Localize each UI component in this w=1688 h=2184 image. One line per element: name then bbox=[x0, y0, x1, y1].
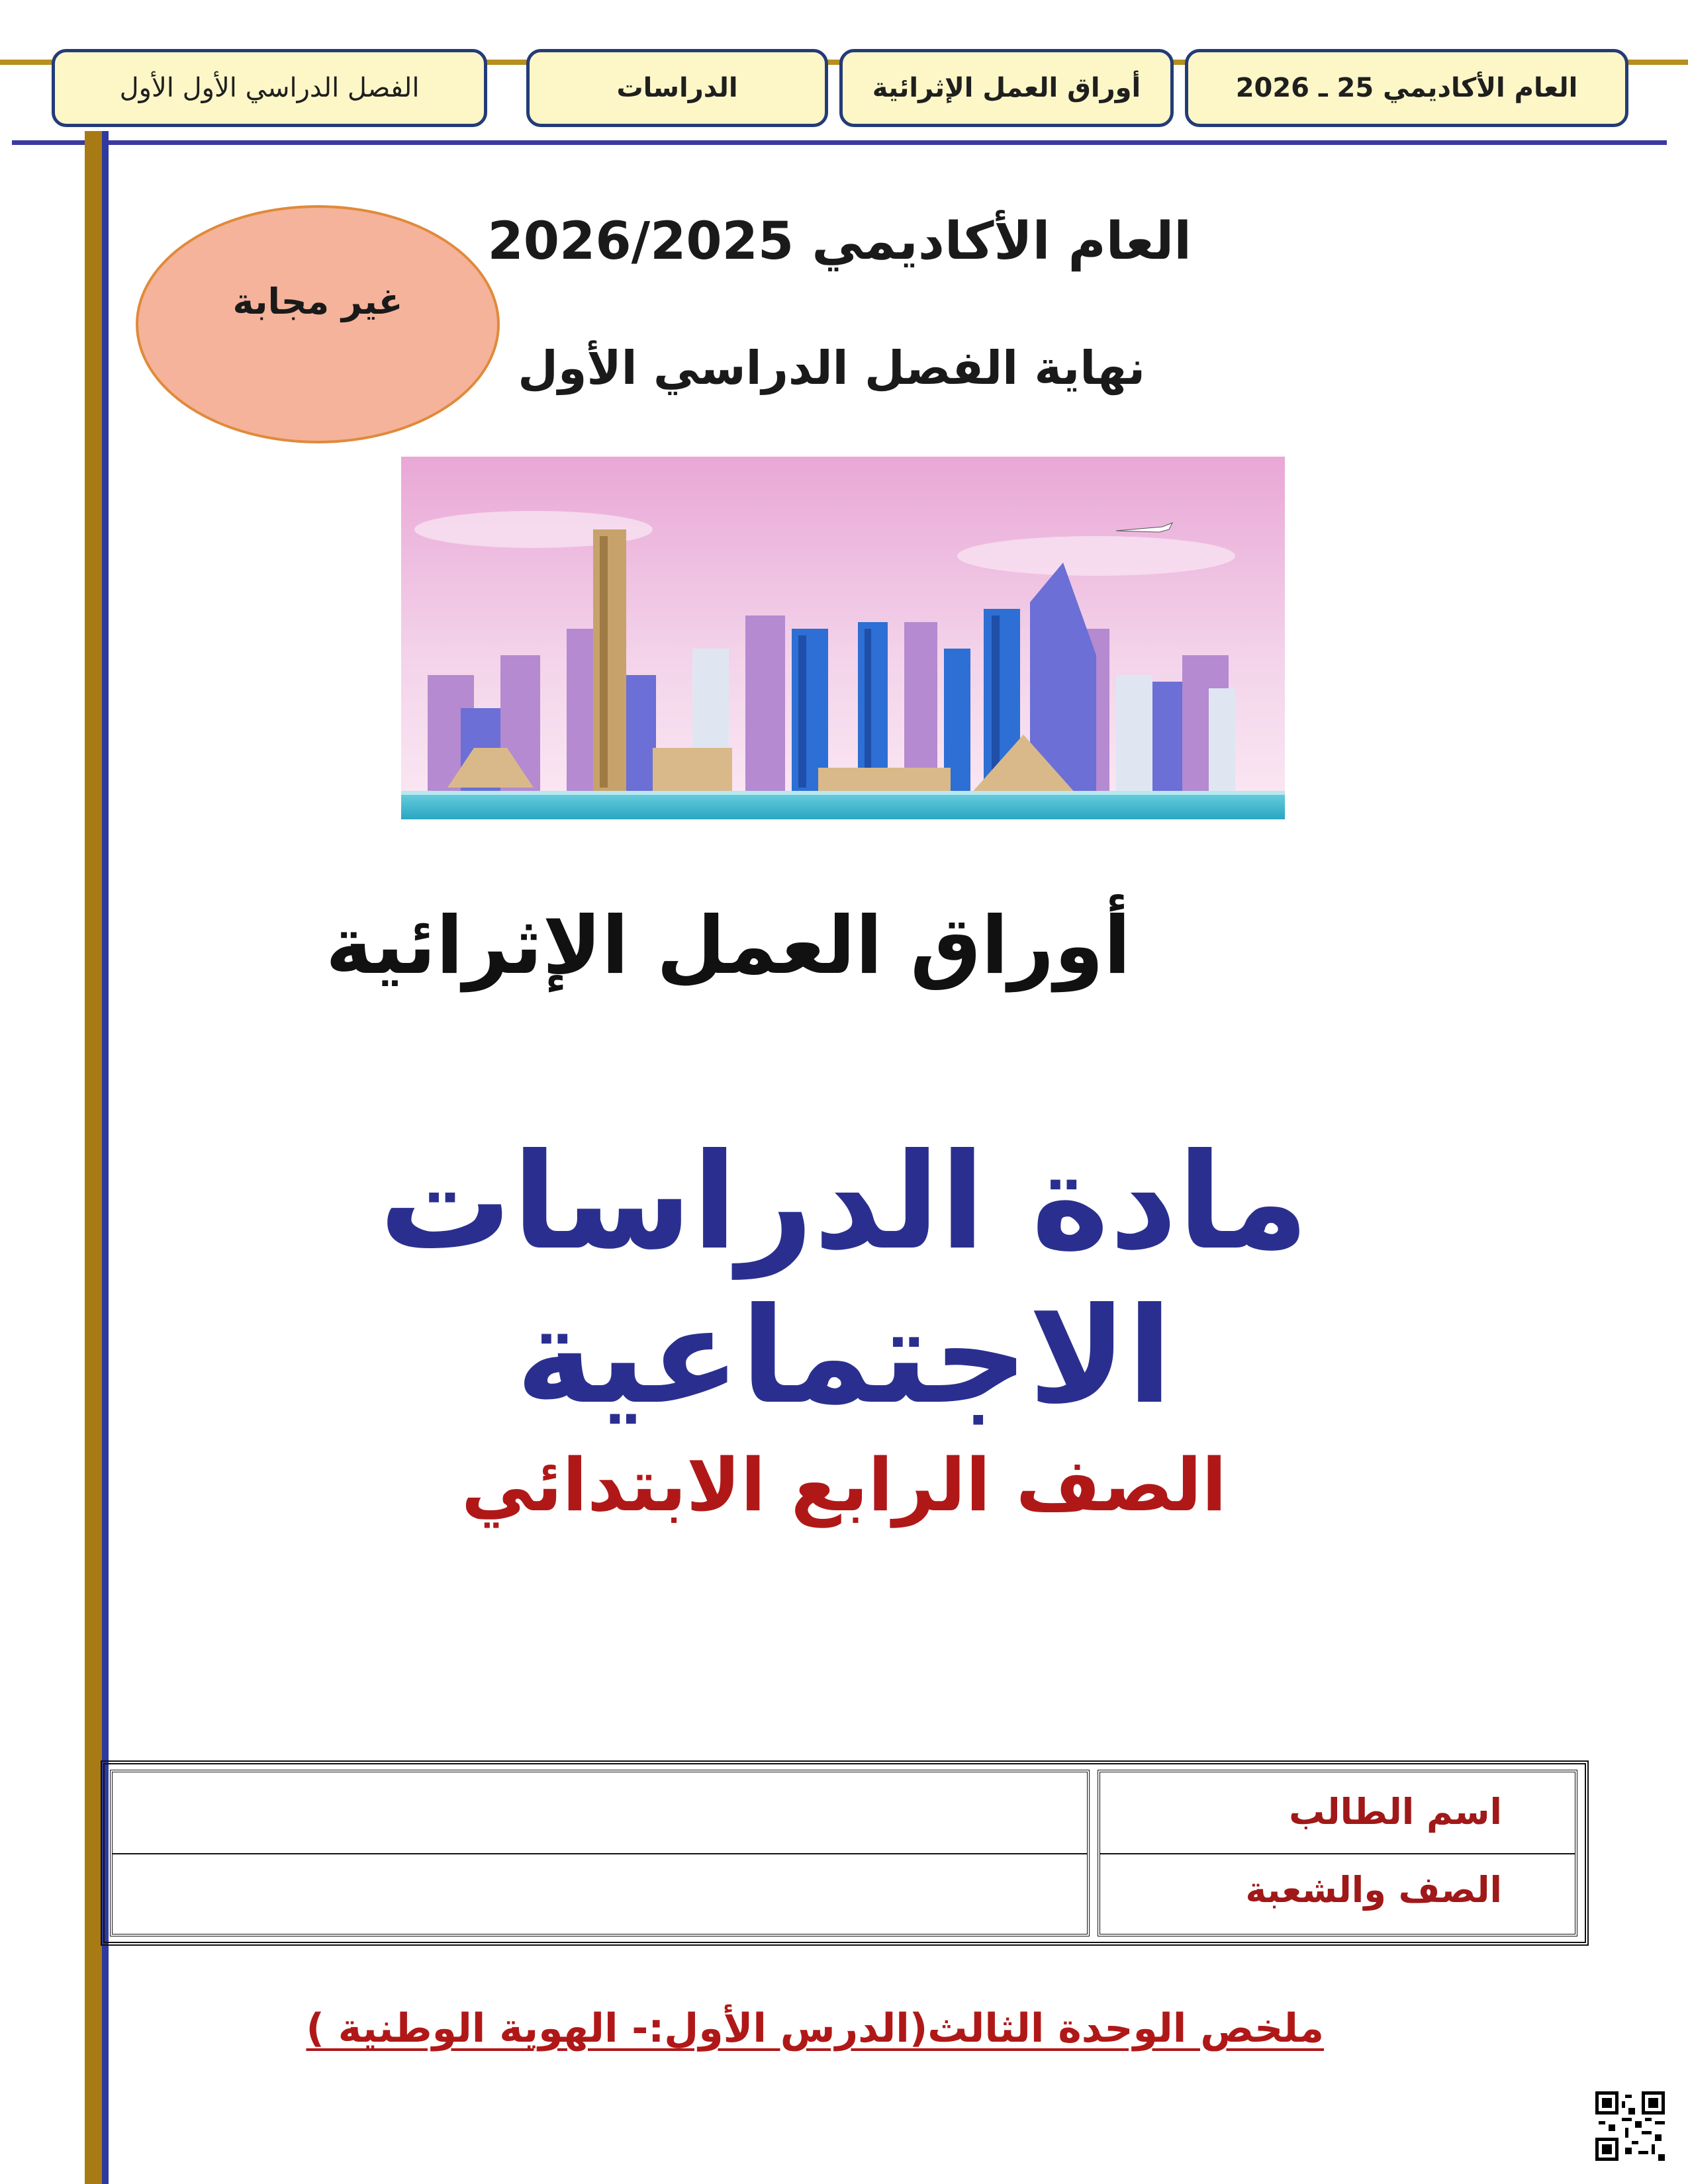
student-name-label: اسم الطالب bbox=[1289, 1791, 1502, 1833]
term-title: نهاية الفصل الدراسي الأول bbox=[518, 341, 1145, 395]
unanswered-badge bbox=[136, 205, 500, 443]
header-worksheets-text: أوراق العمل الإثرائية bbox=[872, 73, 1141, 103]
student-labels-column bbox=[1098, 1770, 1577, 1936]
city-skyline-image bbox=[401, 457, 1285, 819]
academic-year-title: العام الأكاديمي 2026/2025 bbox=[487, 212, 1192, 271]
header-year-text: العام الأكاديمي 25 ـ 2026 bbox=[1235, 73, 1578, 103]
student-values-column bbox=[110, 1770, 1090, 1936]
table-row-divider bbox=[1100, 1853, 1575, 1854]
grade-title: الصف الرابع الابتدائي bbox=[461, 1443, 1227, 1527]
header-semester-pill bbox=[52, 49, 487, 127]
header-divider bbox=[12, 140, 1667, 145]
page-border-gold bbox=[85, 131, 102, 2184]
header-year-pill bbox=[1185, 49, 1628, 127]
header-subject-text: الدراسات bbox=[616, 73, 738, 103]
header-semester-text: الفصل الدراسي الأول الأول bbox=[119, 73, 420, 103]
header-subject-pill bbox=[526, 49, 828, 127]
table-row-divider bbox=[113, 1853, 1087, 1854]
student-name-field[interactable] bbox=[126, 1779, 1074, 1845]
worksheets-title: أوراق العمل الإثرائية bbox=[325, 900, 1131, 992]
unit-summary-link: ملخص الوحدة الثالث(الدرس الأول:- الهوية الوطنية ) bbox=[306, 2005, 1324, 2052]
header-worksheets-pill bbox=[839, 49, 1174, 127]
student-class-label: الصف والشعبة bbox=[1245, 1869, 1502, 1911]
student-info-table bbox=[101, 1760, 1589, 1946]
qr-code-icon bbox=[1595, 2091, 1665, 2161]
student-class-field[interactable] bbox=[126, 1862, 1074, 1928]
badge-text: غير مجابة bbox=[232, 281, 403, 322]
subject-title: مادة الدراسات الاجتماعية bbox=[379, 1125, 1309, 1433]
